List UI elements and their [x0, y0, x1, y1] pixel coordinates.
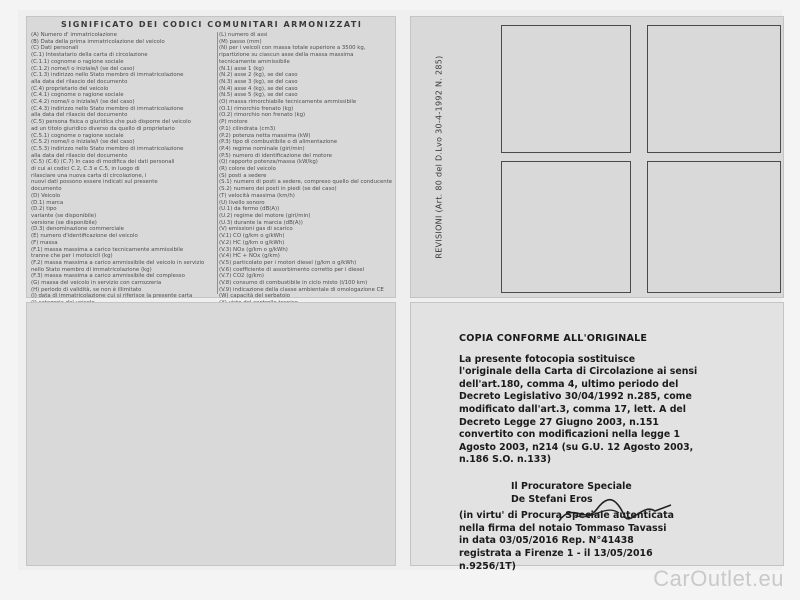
text-line: nella firma del notaio Tommaso Tavassi [459, 522, 667, 534]
text-line: (S) posti a sedere [219, 172, 267, 179]
text-line: tranne che per i motocicli (kg) [31, 253, 113, 260]
text-line: (P.1) cilindrata (cm3) [219, 125, 276, 132]
text-line: Decreto Legislativo 30/04/1992 n.285, come [459, 391, 692, 403]
text-line: (N.4) asse 4 (kg), se del caso [219, 85, 298, 92]
text-line: (N.3) asse 3 (kg), se del caso [219, 78, 298, 85]
text-line: (M) passo (mm) [219, 38, 262, 45]
text-line: (F.2) massa massima a carico ammissibile del veicolo in servizio [31, 259, 205, 266]
text-line: (F.3) massa massima a carico ammissibile del complesso [31, 273, 185, 280]
text-line: (P.5) numero di identificazione del motore [219, 152, 332, 159]
signer-role: Il Procuratore Speciale [511, 480, 632, 492]
text-line: (N.2) asse 2 (kg), se del caso [219, 72, 298, 79]
text-line: alla data del rilascio del documento [31, 112, 128, 119]
text-line: (F) massa [31, 239, 58, 246]
text-line: (C.5) (C.6) (C.7) In caso di modifica dei dati personali [31, 159, 175, 166]
power-of-attorney-note [459, 510, 779, 573]
text-line: (E) numero d'identificazione del veicolo [31, 233, 138, 240]
text-line: (S.2) numero dei posti in piedi (se del caso) [219, 186, 337, 193]
text-line: tecnicamente ammissibile [219, 58, 290, 65]
text-line: (O.1) rimorchio frenato (kg) [219, 105, 294, 112]
text-line: (C.1.2) nome/i o iniziale/i (se del caso) [31, 65, 135, 72]
text-line: (C.1) Intestatario della carta di circolazione [31, 52, 148, 59]
text-line: alla data del rilascio del documento [31, 152, 128, 159]
text-line: (F.1) massa massima a carico tecnicamente ammissibile [31, 246, 184, 253]
text-line: (V.9) indicazione della classe ambientale di omologazione CE [219, 286, 384, 293]
text-line: ripartizione su ciascun asse della massa massima [219, 52, 354, 59]
text-line: (C) Dati personali [31, 45, 79, 52]
document-sheet [18, 10, 782, 570]
text-line: convertito con modificazioni nella legge 1 [459, 429, 680, 441]
text-line: (in virtu' di Procura Speciale autenticata [459, 510, 674, 522]
text-line: (V.5) particolato per i motori diesel (g/km o g/kWh) [219, 259, 357, 266]
text-line: (T) velocità massima (km/h) [219, 192, 295, 199]
revision-box [501, 161, 631, 293]
text-line: (R) colore del veicolo [219, 166, 276, 173]
text-line: (D.2) tipo [31, 206, 57, 213]
text-line: l'originale della Carta di Circolazione ai sensi [459, 366, 698, 378]
text-line: (C.4.2) nome/i o iniziale/i (se del caso) [31, 99, 135, 106]
text-line: n.186 S.O. n.133) [459, 454, 552, 466]
text-line: (C.5.1) cognome o ragione sociale [31, 132, 124, 139]
text-line: (S.1) numero di posti a sedere, compreso quello del conducente [219, 179, 393, 186]
text-line: (V.7) CO2 (g/km) [219, 273, 265, 280]
revisions-panel [410, 16, 784, 298]
text-line: (A) Numero d' immatricolazione [31, 32, 117, 38]
text-line: (P) motore [219, 119, 248, 126]
text-line: modificato dall'art.3, comma 17, lett. A del [459, 403, 686, 415]
text-line: (V.6) coefficiente di assorbimento corretto per i diesel [219, 266, 365, 273]
text-line: ad un titolo giuridico diverso da quello di proprietario [31, 125, 175, 132]
text-line: n.9256/1T) [459, 560, 516, 572]
text-line: variante (se disponibile) [31, 212, 97, 219]
text-line: (V.8) consumo di combustibile in ciclo misto (l/100 km) [219, 280, 368, 287]
site-watermark: CarOutlet.eu [653, 566, 784, 591]
revision-box [647, 25, 781, 153]
text-line: rilasciare una nuova carta di circolazione, i [31, 172, 147, 179]
codes-left-column [31, 32, 217, 314]
text-line: registrata a Firenze 1 - il 13/05/2016 [459, 547, 653, 559]
text-line: (V.3) NOx (g/km o g/kWh) [219, 246, 288, 253]
text-line: (N) per i veicoli con massa totale superiore a 3500 kg, [219, 45, 366, 52]
text-line: (U.3) durante la marcia (dB(A)) [219, 219, 303, 226]
text-line: documento [31, 186, 62, 193]
text-line: (V.4) HC + NOx (g/km) [219, 253, 280, 260]
certificate-title: COPIA CONFORME ALL'ORIGINALE [459, 333, 648, 344]
text-line: (Q) rapporto potenza/massa (kW/kg) [219, 159, 318, 166]
text-line: (L) numero di assi [219, 32, 268, 38]
text-line: nello Stato membro di immatricolazione (kg) [31, 266, 152, 273]
text-line: Agosto 2003, n214 (su G.U. 12 Agosto 2003, [459, 441, 694, 453]
certificate-text [459, 333, 779, 573]
text-line: (G) massa del veicolo in servizio con carrozzeria [31, 280, 162, 287]
text-line: (V.2) HC (g/km o g/kWh) [219, 239, 285, 246]
text-line: (P.3) tipo di combustibile o di alimentazione [219, 139, 338, 146]
text-line: (C.5.3) indirizzo nello Stato membro di immatricolazione [31, 145, 184, 152]
text-line: (I) data di immatricolazione cui si riferisce la presente carta [31, 293, 193, 300]
certificate-panel [410, 302, 784, 572]
text-line: (O.2) rimorchio non frenato (kg) [219, 112, 306, 119]
text-line: (C.4) proprietario del veicolo [31, 85, 109, 92]
codes-panel [26, 16, 396, 298]
text-line: versione (se disponibile) [31, 219, 97, 226]
text-line: La presente fotocopia sostituisce [459, 353, 636, 365]
text-line: nuovi dati possono essere indicati sul presente [31, 179, 158, 186]
text-line: (H) periodo di validità, se non è illimitato [31, 286, 142, 293]
text-line: (D.3) denominazione commerciale [31, 226, 124, 233]
column-divider [217, 32, 218, 294]
text-line: (N.1) asse 1 (kg) [219, 65, 264, 72]
text-line: dell'art.180, comma 4, ultimo periodo del [459, 378, 679, 390]
revision-box [501, 25, 631, 153]
text-line: (U.2) regime del motore (giri/min) [219, 212, 311, 219]
signer-name: De Stefani Eros [511, 493, 593, 505]
text-line: (N.5) asse 5 (kg), se del caso [219, 92, 298, 99]
certificate-body [459, 354, 779, 467]
revision-box [647, 161, 781, 293]
text-line: (D.1) marca [31, 199, 64, 206]
blank-page-panel [26, 302, 396, 566]
signature-block [459, 481, 779, 573]
text-line: Decreto Legge 27 Giugno 2003, n.151 [459, 416, 659, 428]
codes-title: SIGNIFICATO DEI CODICI COMUNITARI ARMONIZZATI [61, 20, 363, 29]
text-line: (P.4) regime nominale (giri/min) [219, 145, 305, 152]
revisions-label: REVISIONI (Art. 80 del D.Lvo 30-4-1992 N. 285) [434, 55, 444, 259]
text-line: (P.2) potenza netta massima (kW) [219, 132, 311, 139]
text-line: (V.1) CO (g/km o g/kWh) [219, 233, 285, 240]
text-line: in data 03/05/2016 Rep. N°41438 [459, 535, 634, 547]
text-line: (U) livello sonoro [219, 199, 265, 206]
text-line: (C.4.3) indirizzo nello Stato membro di immatricolazione [31, 105, 184, 112]
text-line: (B) Data della prima immatricolazione del veicolo [31, 38, 165, 45]
text-line: (V) emissioni gas di scarico [219, 226, 293, 233]
text-line: (C.1.1) cognome o ragione sociale [31, 58, 124, 65]
text-line: (O) massa rimorchiabile tecnicamente ammissibile [219, 99, 357, 106]
text-line: (C.1.3) indirizzo nello Stato membro di immatricolazione [31, 72, 184, 79]
text-line: (C.4.1) cognome o ragione sociale [31, 92, 124, 99]
codes-right-column [219, 32, 395, 314]
text-line: di cui ai codici C.2, C.3 e C.5, in luogo di [31, 166, 140, 173]
text-line: (U.1) da fermo (dB(A)) [219, 206, 280, 213]
text-line: (C.5.2) nome/i o iniziale/i (se del caso) [31, 139, 135, 146]
text-line: (D) Veicolo [31, 192, 61, 199]
text-line: alla data del rilascio del documento [31, 78, 128, 85]
text-line: (W) capacità del serbatoio [219, 293, 291, 300]
text-line: (C.5) persona fisica o giuridica che può disporre del veicolo [31, 119, 191, 126]
